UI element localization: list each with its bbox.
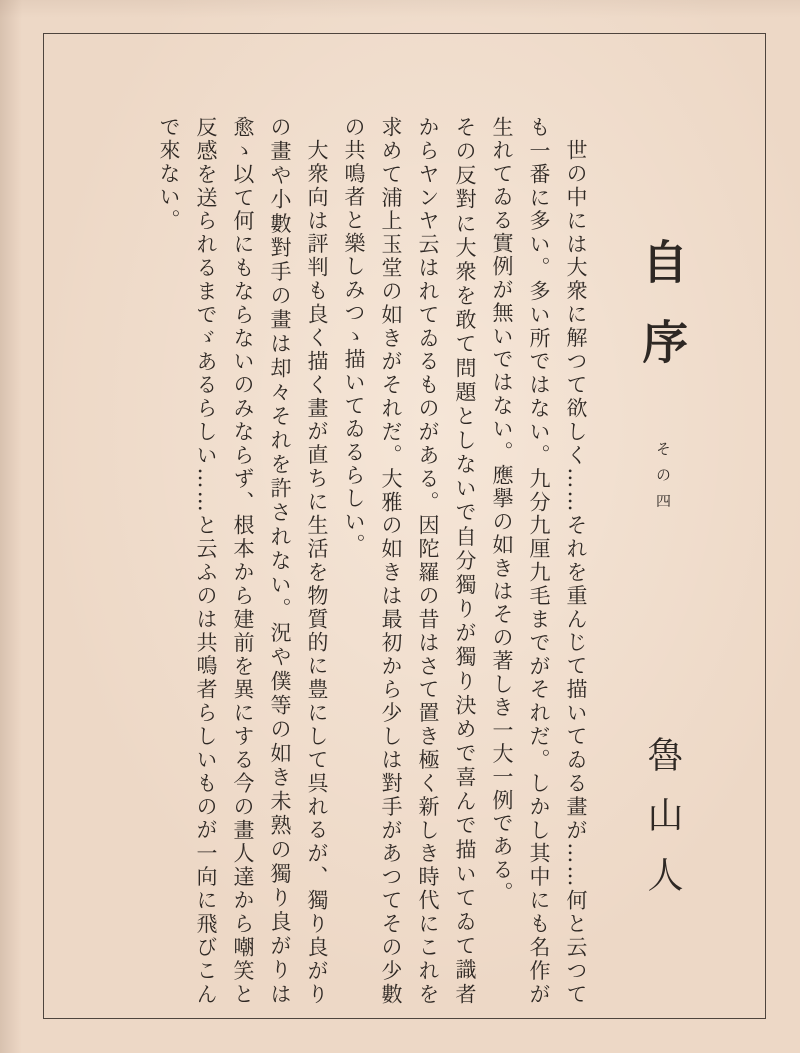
text-column: で來ない。 [157,116,181,232]
text-column: その反對に大衆を敢て問題としないで自分獨りが獨り決めで喜んで描いてゐて識者 [453,116,477,1006]
text-column: 生れてゐる實例が無いではない。應擧の如きはその著しき一大一例である。 [490,116,514,905]
author-name: 魯山人 [642,736,683,916]
text-column: 反感を送られるまでゞあるらしい……と云ふのは共鳴者らしいものが一向に飛びこん [194,116,218,1006]
text-column: 大衆向は評判も良く描く畫が直ちに生活を物質的に豊にして呉れるが、獨り良がり [305,139,329,1006]
text-column: の畫や小數對手の畫は却々それを許されない。況や僕等の如き未熟の獨り良がりは [268,116,292,1006]
text-column: 愈ゝ以て何にもならないのみならず、根本から建前を異にする今の畫人達から嘲笑と [231,116,255,1006]
chapter-title: 自序 [635,238,689,398]
text-column: 世の中には大衆に解つて欲しく……それを重んじて描いてゐる畫が……何と云つて [564,139,588,1006]
text-column: 求めて浦上玉堂の如きがそれだ。大雅の如きは最初から少しは對手があつてその少數 [379,116,403,1006]
text-column: も一番に多い。多い所ではない。九分九厘九毛までがそれだ。しかし其中にも名作が [527,116,551,1006]
text-column: からヤンヤ云はれてゐるものがある。因陀羅の昔はさて置き極く新しき時代にこれを [416,116,440,1006]
body-text [150,116,594,1006]
chapter-part-label: その四 [654,441,672,519]
text-column: の共鳴者と樂しみつゝ描いてゐるらしい。 [342,116,366,557]
